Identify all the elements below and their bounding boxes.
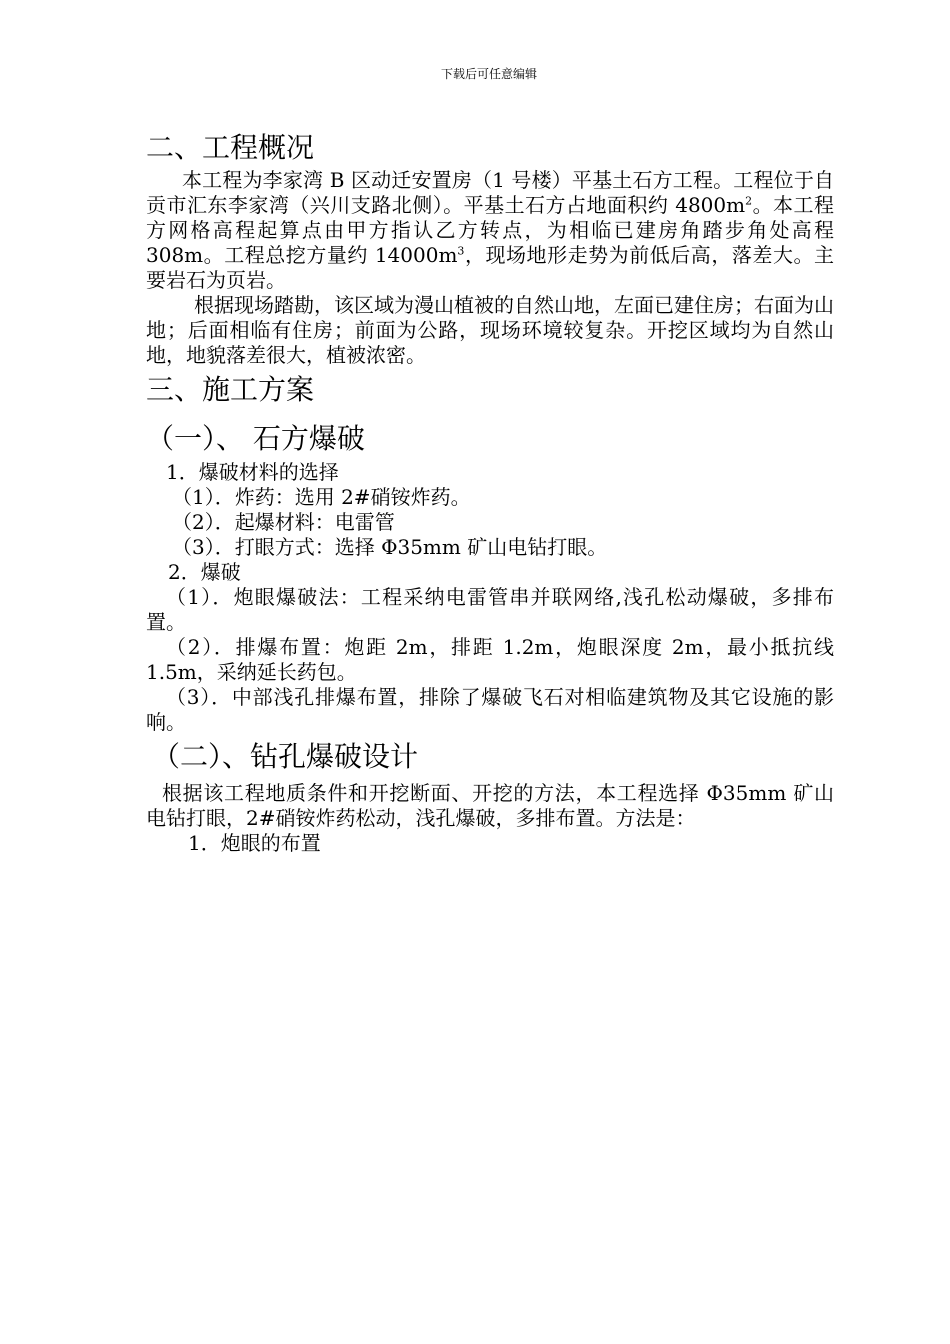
subsection-2-list-item-1: 1．炮眼的布置 bbox=[188, 831, 321, 855]
document-body bbox=[146, 128, 834, 856]
list-item-1-3: （3）．打眼方式：选择 Φ35mm 矿山电钻打眼。 bbox=[172, 535, 608, 559]
superscript-2: 2 bbox=[745, 194, 753, 208]
subsection-2-paragraph: 根据该工程地质条件和开挖断面、开挖的方法，本工程选择 Φ35mm 矿山电钻打眼，2#硝铵炸药松动，浅孔爆破，多排布置。方法是： bbox=[146, 781, 834, 830]
list-item-1: 1．爆破材料的选择 bbox=[166, 460, 339, 484]
superscript-3: 3 bbox=[457, 244, 465, 258]
list-item-2-3: （3）．中部浅孔排爆布置，排除了爆破飞石对相临建筑物及其它设施的影响。 bbox=[146, 685, 834, 734]
subsection-1-title: （一）、 石方爆破 bbox=[146, 422, 365, 455]
section-2-paragraph-2: 根据现场踏勘，该区域为漫山植被的自然山地，左面已建住房；右面为山地；后面相临有住房；前面为公路，现场环境较复杂。开挖区域均为自然山地，地貌落差很大，植被浓密。 bbox=[146, 293, 834, 367]
section-2-p1-part-c: ，现场地形走势为前低后高，落差大。主要岩石为页岩。 bbox=[146, 243, 835, 292]
section-2-p1-part-b: 。本工程方网格高程起算点由甲方指认乙方转点，为相临已建房角踏步角处高程 308m。工程总挖方量约 14000m bbox=[146, 193, 834, 267]
list-item-2: 2．爆破 bbox=[168, 560, 241, 584]
list-item-1-1: （1）．炸药：选用 2#硝铵炸药。 bbox=[172, 485, 471, 509]
section-2-paragraph-1 bbox=[146, 168, 834, 293]
section-2-title: 二、工程概况 bbox=[146, 131, 315, 164]
list-item-2-2: （2）．排爆布置：炮距 2m，排距 1.2m，炮眼深度 2m，最小抵抗线 1.5m，采纳延长药包。 bbox=[146, 635, 834, 684]
subsection-2-title: （二）、钻孔爆破设计 bbox=[152, 740, 419, 773]
section-3-title: 三、施工方案 bbox=[146, 373, 315, 406]
list-item-1-2: （2）．起爆材料：电雷管 bbox=[172, 510, 395, 534]
header-note: 下载后可任意编辑 bbox=[440, 67, 537, 81]
section-2-p1-part-a: 本工程为李家湾 B 区动迁安置房（1 号楼）平基土石方工程。工程位于自贡市汇东李家湾（兴川支路北侧）。平基土石方占地面积约 4800m bbox=[146, 168, 834, 217]
list-item-2-1: （1）．炮眼爆破法：工程采纳电雷管串并联网络,浅孔松动爆破，多排布置。 bbox=[146, 585, 834, 634]
